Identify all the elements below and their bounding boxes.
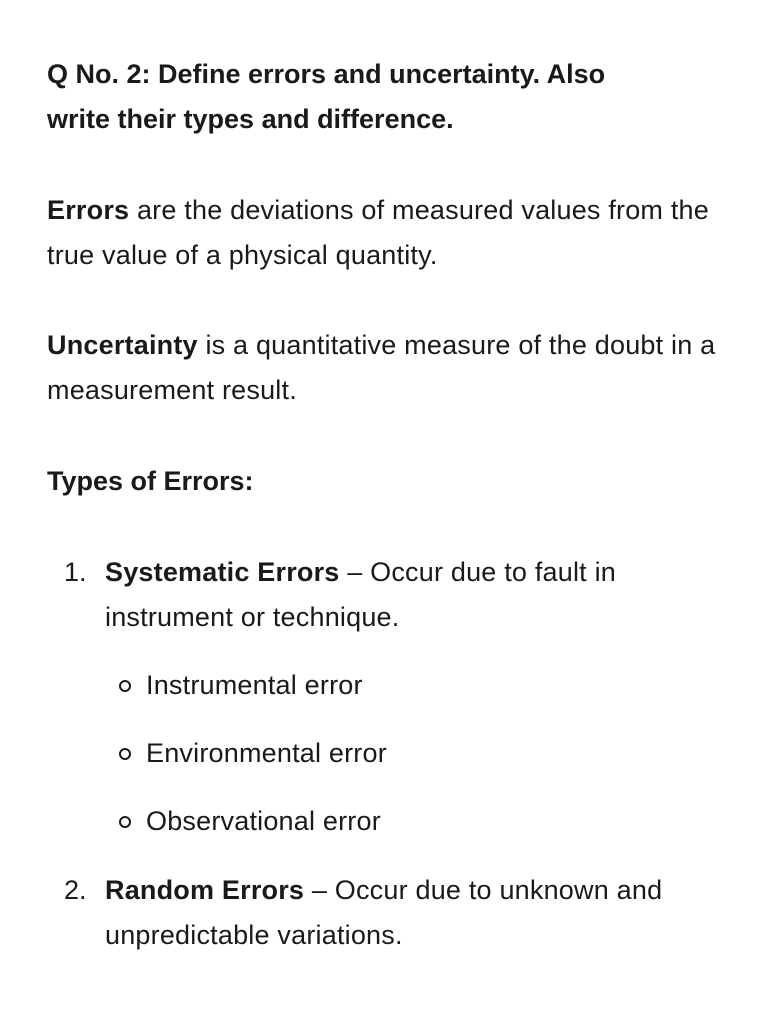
list-number: 1. [64,557,87,587]
uncertainty-definition [47,323,727,413]
sub-item-text: Instrumental error [146,670,363,700]
list-number: 2. [64,875,87,905]
hollow-bullet-icon [119,680,131,692]
list-item-term: Systematic Errors [105,557,340,587]
list-item-text: – Occur due to unknown and unpredictable variations. [105,875,663,950]
uncertainty-term: Uncertainty [47,330,198,360]
question-line-2: write their types and difference. [47,104,454,134]
uncertainty-definition-text: is a quantitative measure of the doubt in a measurement result. [47,330,716,405]
sub-item-text: Environmental error [146,738,387,768]
question-line-1: Q No. 2: Define errors and uncertainty. Also [47,59,606,89]
errors-definition-text: are the deviations of measured values from the true value of a physical quantity. [47,195,709,270]
question-heading [47,52,727,142]
list-item-text: – Occur due to fault in instrument or technique. [105,557,616,632]
list-item-body [105,550,725,640]
hollow-bullet-icon [119,816,131,828]
errors-definition [47,188,727,278]
types-of-errors-heading: Types of Errors: [47,466,254,496]
list-item-term: Random Errors [105,875,305,905]
list-item-body [105,868,725,958]
hollow-bullet-icon [119,748,131,760]
errors-term: Errors [47,195,130,225]
sub-item-text: Observational error [146,806,381,836]
